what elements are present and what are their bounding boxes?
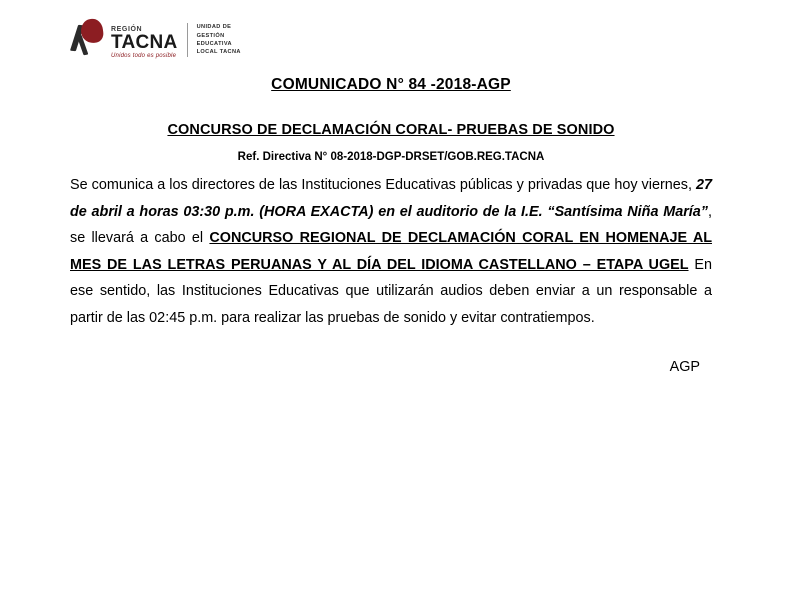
document-subtitle: CONCURSO DE DECLAMACIÓN CORAL- PRUEBAS DE SONIDO xyxy=(167,122,615,138)
paragraph-segment-highlight: CONCURSO REGIONAL DE DECLAMACIÓN CORAL EN HOMENAJE AL MES DE LAS LETRAS PERUANAS Y AL DÍA DEL IDIOMA CASTELLANO – ETAPA UGEL xyxy=(70,230,713,273)
logo-divider xyxy=(187,23,188,57)
ugel-line-4: LOCAL TACNA xyxy=(196,49,241,56)
paragraph-segment-1: Se comunica a los directores de las Instituciones Educativas públicas y privadas que hoy viernes, xyxy=(70,177,696,193)
paragraph-segment-italic: 27 de abril a horas 03:30 p.m. (HORA EXACTA) en el auditorio de la I.E. “Santísima Niña María” xyxy=(70,177,712,220)
ugel-line-2: GESTIÓN xyxy=(196,32,225,39)
paragraph-segment-3: , se llevará a cabo el xyxy=(70,203,712,246)
logo-wordmark xyxy=(111,22,178,59)
logo-tacna-label: TACNA xyxy=(111,31,178,53)
ugel-line-1: UNIDAD DE xyxy=(196,24,232,31)
letterhead xyxy=(72,16,241,64)
paragraph-segment-5: En ese sentido, las Instituciones Educativas que utilizarán audios deben enviar a un responsable a partir de las 02:45 p.m. para realizar las pruebas de sonido y evitar contratiempos. xyxy=(70,256,712,326)
logo-slogan: Unidos todo es posible xyxy=(111,52,177,59)
page-title: COMUNICADO N° 84 -2018-AGP xyxy=(271,76,511,93)
logo-region-label: REGIÓN xyxy=(111,25,143,33)
document-reference: Ref. Directiva N° 08-2018-DGP-DRSET/GOB.REG.TACNA xyxy=(237,151,545,163)
region-tacna-logo-icon xyxy=(72,18,106,62)
ugel-block xyxy=(197,23,241,57)
document-body xyxy=(70,76,712,375)
document-paragraph xyxy=(70,172,712,331)
ugel-line-3: EDUCATIVA xyxy=(196,41,232,47)
signature-block: AGP xyxy=(669,359,700,375)
